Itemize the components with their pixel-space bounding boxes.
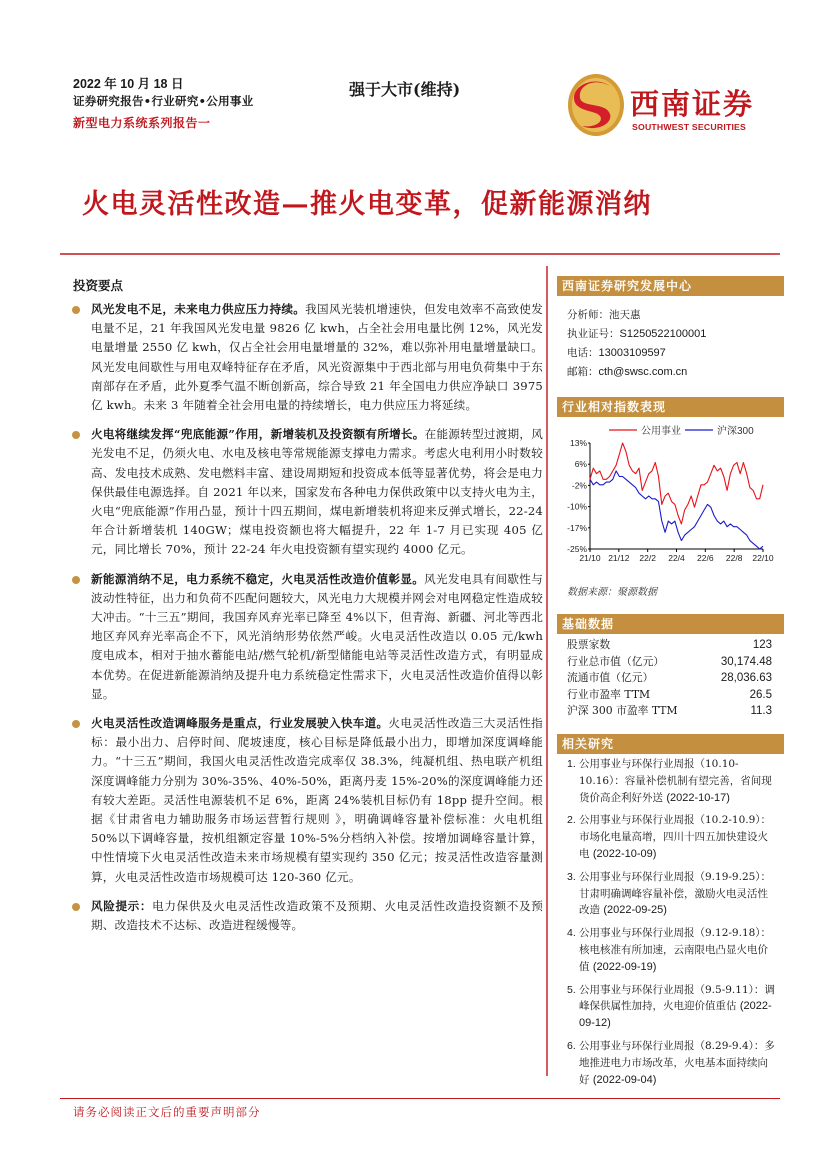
item-title: 公用事业与环保行业周报（9.5-9.11）：调峰保供属性加持，火电迎价值重估 bbox=[579, 983, 775, 1013]
legend-label-hs300: 沪深300 bbox=[717, 426, 754, 437]
y-tick-label: 6% bbox=[574, 459, 587, 470]
point-body: 我国风光装机增速快，但发电效率不高致使发电量不足，21 年我国风光发电量 9826 亿 kwh，占全社会用电量比例 12%，风光发电量增量 2550 亿 kwh，仅占全社会用电量增量的 32%，难以弥补用电量增量缺口。风光发电间歇性与用电双峰特征存在矛盾，风光资源集中于西北部与用电负荷集中于东南部存在矛盾，此外夏季气温不断创新高，综合导致 21 年全国电力供应净缺口 3975 亿 kwh。未来 3 年随着全社会用电量的持续增长，电力供应压力将延续。 bbox=[91, 302, 543, 413]
y-tick-label: -25% bbox=[567, 544, 587, 554]
logo-text-cn: 西南证券 bbox=[630, 87, 755, 121]
investment-points-heading: 投资要点 bbox=[73, 278, 124, 293]
legend-label-utilities: 公用事业 bbox=[641, 426, 681, 437]
y-tick-label: -10% bbox=[567, 501, 587, 512]
phone-number: 13003109597 bbox=[598, 347, 666, 359]
analyst-label: 分析师： bbox=[567, 309, 609, 321]
point-headline: 风险提示： bbox=[91, 898, 153, 913]
point-body: 风光发电具有间歇性与波动性特征，出力和负荷不匹配问题较大，风光电力大规模并网会对电网稳定性造成较大冲击。“十三五”期间，我国弃风弃光率已降至 4%以下，但青海、新疆、河北等西北地区弃风弃光率高企不下，风光消纳形势依然严峻。火电灵活性改造以 0.05 元/kwh 度电成本，相对于抽水蓄能电站/燃气轮机/新型储能电站等灵活性改造方式，有明显成本优势。在促进新能源消纳及提升电力系统稳定性需求下，火电灵活性改造价值得以彰显。 bbox=[91, 571, 543, 701]
report-title: 火电灵活性改造—推火电变革，促新能源消纳 bbox=[82, 189, 652, 220]
phone-label: 电话： bbox=[567, 347, 599, 359]
bullet-dot-icon bbox=[72, 720, 80, 728]
company-logo bbox=[566, 72, 626, 142]
item-number: 4. bbox=[567, 927, 576, 940]
item-title: 公用事业与环保行业周报（10.2-10.9）：市场化电量高增，四川十四五加快建设火电 bbox=[579, 814, 772, 860]
row-value: 28,036.63 bbox=[720, 672, 772, 684]
basic-data-row bbox=[567, 687, 772, 704]
row-label: 沪深 300 市盈率 TTM bbox=[567, 704, 678, 717]
row-value: 11.3 bbox=[750, 705, 772, 717]
item-title: 公用事业与环保行业周报（8.29-9.4）：多地推进电力市场改革，火电基本面持续向好 bbox=[579, 1039, 775, 1086]
basic-data-row bbox=[567, 654, 772, 671]
relative-index-chart bbox=[557, 420, 779, 580]
logo-emblem-icon bbox=[566, 72, 626, 138]
item-title: 公用事业与环保行业周报（10.10-10.16）：容量补偿机制有望完善，省间现货价高企利好外送 bbox=[579, 758, 772, 804]
investment-point bbox=[68, 714, 543, 887]
investment-point bbox=[68, 300, 543, 415]
related-report-link[interactable] bbox=[567, 982, 777, 1032]
basic-data-heading: 基础数据 bbox=[557, 614, 784, 634]
email-link[interactable]: cth@swsc.com.cn bbox=[598, 366, 688, 378]
item-number: 2. bbox=[567, 814, 576, 827]
x-tick-label: 21/10 bbox=[579, 553, 601, 563]
risk-warning bbox=[68, 897, 543, 935]
y-tick-label: -17% bbox=[567, 522, 587, 533]
investment-points-list bbox=[68, 300, 543, 945]
row-label: 行业市盈率 TTM bbox=[567, 687, 651, 701]
row-value: 26.5 bbox=[749, 688, 772, 701]
bullet-dot-icon bbox=[72, 903, 80, 911]
title-divider bbox=[60, 253, 780, 255]
analyst-info bbox=[567, 306, 706, 382]
point-body: 电力保供及火电灵活性改造政策不及预期、火电灵活性改造投资额不及预期、改造技术不达标、改造进程缓慢等。 bbox=[91, 898, 543, 933]
column-divider bbox=[546, 266, 548, 1076]
bullet-dot-icon bbox=[72, 576, 80, 584]
item-date: (2022-10-17) bbox=[666, 791, 730, 804]
row-label: 股票家数 bbox=[567, 638, 611, 651]
license-label: 执业证号： bbox=[567, 328, 620, 340]
related-report-link[interactable] bbox=[567, 1038, 777, 1088]
item-date: (2022-09-12) bbox=[579, 1000, 772, 1030]
item-number: 3. bbox=[567, 870, 576, 883]
point-headline: 风光发电不足，未来电力供应压力持续。 bbox=[91, 302, 306, 316]
related-report-link[interactable] bbox=[567, 869, 777, 919]
row-label: 行业总市值（亿元） bbox=[567, 654, 665, 668]
analyst-name: 池天惠 bbox=[609, 309, 641, 321]
x-tick-label: 22/6 bbox=[697, 553, 714, 563]
performance-heading: 行业相对指数表现 bbox=[557, 397, 784, 417]
basic-data-row bbox=[567, 703, 772, 720]
item-date: (2022-10-09) bbox=[592, 847, 657, 860]
item-number: 5. bbox=[567, 983, 576, 996]
x-tick-label: 21/12 bbox=[608, 553, 630, 563]
industry-rating: 强于大市(维持) bbox=[349, 80, 461, 99]
bullet-dot-icon bbox=[72, 306, 80, 314]
point-headline: 新能源消纳不足，电力系统不稳定，火电灵活性改造价值彰显。 bbox=[91, 571, 425, 586]
disclaimer-note: 请务必阅读正文后的重要声明部分 bbox=[73, 1105, 261, 1119]
y-tick-label: -2% bbox=[571, 480, 587, 491]
item-date: (2022-09-25) bbox=[603, 904, 667, 917]
series-line-utilities bbox=[590, 443, 763, 524]
related-report-link[interactable] bbox=[567, 812, 777, 862]
basic-data-row bbox=[567, 670, 772, 687]
y-tick-label: 13% bbox=[569, 438, 587, 448]
x-tick-label: 22/2 bbox=[639, 553, 656, 563]
item-date: (2022-09-19) bbox=[592, 960, 657, 973]
bullet-dot-icon bbox=[72, 431, 80, 439]
related-research-list bbox=[567, 756, 777, 1094]
basic-data-row bbox=[567, 637, 772, 654]
footer-divider bbox=[60, 1098, 780, 1099]
basic-data-table bbox=[567, 637, 772, 720]
research-center-heading: 西南证券研究发展中心 bbox=[557, 276, 784, 296]
logo-text-en: SOUTHWEST SECURITIES bbox=[632, 122, 747, 132]
email-label: 邮箱： bbox=[567, 366, 599, 378]
x-tick-label: 22/4 bbox=[668, 553, 685, 563]
chart-legend bbox=[609, 424, 754, 437]
item-number: 6. bbox=[567, 1039, 576, 1052]
point-headline: 火电将继续发挥“兜底能源”作用，新增装机及投资额有所增长。 bbox=[91, 427, 425, 442]
related-report-link[interactable] bbox=[567, 756, 777, 806]
row-value: 30,174.48 bbox=[720, 655, 772, 668]
x-tick-label: 22/10 bbox=[752, 553, 774, 563]
item-title: 公用事业与环保行业周报（9.12-9.18）：核电核准有所加速，云南限电凸显火电价值 bbox=[579, 927, 772, 973]
point-body: 在能源转型过渡期，风光发电不足，仍须火电、水电及核电等常规能源支撑电力需求。考虑火电利用小时数较高、发电技术成熟、发电燃料丰富、建设周期短和投资成本低等显著优势，将会是电力保供最佳电源选择。自 2021 年以来，国家发布各种电力保供政策中以支持火电为主，火电“兜底能源”作用凸显，预计十四五期间，煤电新增装机将迎来反弹式增长，22-24 年合计新增装机 140GW；煤电投资额也将大幅提升，22 年 1-7 月已实现 405 亿元，同比增长 70%，预计 22-24 年火电投资额有望实现约 4000 亿元。 bbox=[91, 427, 543, 557]
investment-point bbox=[68, 570, 543, 704]
row-value: 123 bbox=[752, 639, 772, 651]
chart-svg bbox=[557, 420, 779, 580]
investment-point bbox=[68, 425, 543, 559]
item-date: (2022-09-04) bbox=[592, 1073, 657, 1086]
item-number: 1. bbox=[567, 758, 576, 770]
chart-source: 数据来源：聚源数据 bbox=[567, 587, 657, 598]
row-label: 流通市值（亿元） bbox=[567, 671, 654, 684]
related-report-link[interactable] bbox=[567, 925, 777, 975]
point-headline: 火电灵活性改造调峰服务是重点，行业发展驶入快车道。 bbox=[91, 716, 389, 731]
report-type: 证券研究报告•行业研究•公用事业 bbox=[73, 94, 254, 108]
related-research-heading: 相关研究 bbox=[557, 734, 784, 754]
license-number: S1250522100001 bbox=[619, 328, 707, 340]
report-date: 2022 年 10 月 18 日 bbox=[73, 77, 184, 91]
report-series: 新型电力系统系列报告一 bbox=[73, 116, 211, 130]
item-title: 公用事业与环保行业周报（9.19-9.25）：甘肃明确调峰容量补偿，激励火电灵活性改造 bbox=[579, 870, 772, 917]
x-tick-label: 22/8 bbox=[725, 553, 743, 563]
point-body: 火电灵活性改造三大灵活性指标：最小出力、启停时间、爬坡速度，核心目标是降低最小出力，即增加深度调峰能力。“十三五”期间，我国火电灵活性改造完成率仅 38.3%，纯凝机组、热电联产机组深度调峰能力分别为 30%-35%、40%-50%，距离丹麦 15%-20%的深度调峰能力还有较大差距。灵活性电源装机不足 6%，距离 24%装机目标仍有 18pp 提升空间。根据《甘肃省电力辅助服务市场运营暂行规则 》，明确调峰容量补偿标准：火电机组 50%以下调峰容量，按机组额定容量 10%-5%分档纳入补偿。按增加调峰容量计算，中性情境下火电灵活性改造未来市场规模有望实现约 350 亿元；按灵活性改造容量测算，火电灵活性改造市场规模可达 120-360 亿元。 bbox=[91, 716, 543, 884]
